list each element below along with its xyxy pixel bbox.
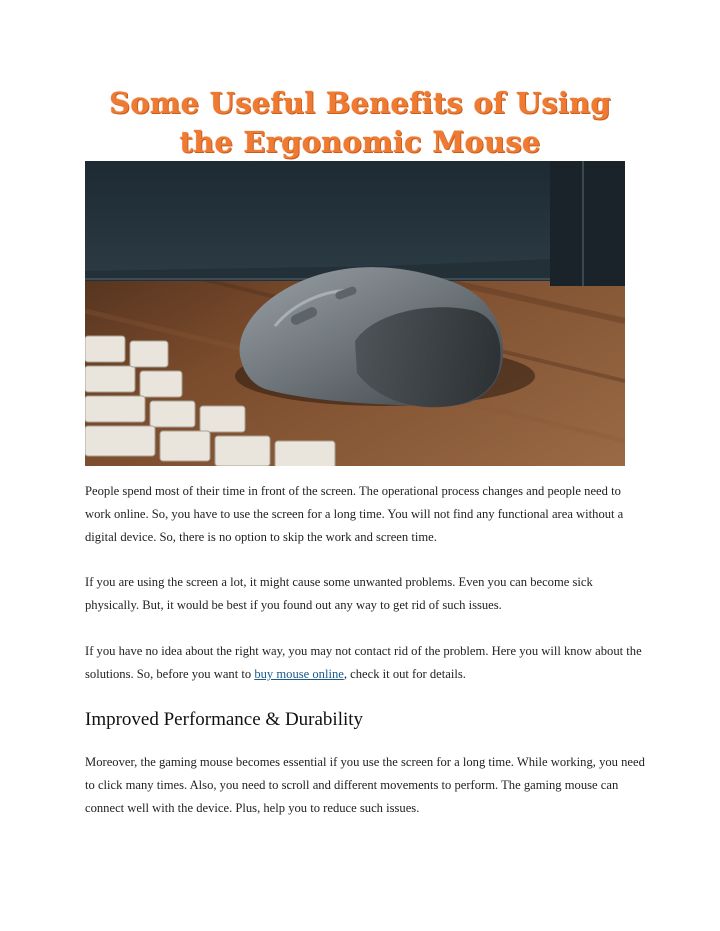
buy-mouse-online-link[interactable]: buy mouse online: [254, 667, 344, 681]
paragraph-solutions: [85, 640, 645, 686]
ergonomic-mouse-photo: [85, 161, 625, 466]
paragraph-performance: Moreover, the gaming mouse becomes essential if you use the screen for a long time. While working, you need to click many times. Also, you need to scroll and different movements to perform. The gaming mouse can connect well with the device. Plus, help you to reduce such issues.: [85, 755, 645, 815]
page-title: [0, 84, 720, 162]
section-heading: Improved Performance & Durability: [85, 709, 364, 730]
paragraph-solutions-text-start: If you have no idea about the right way, you may not contact rid of the problem. Here you will know about the solutions. So, before you want to: [85, 644, 642, 681]
paragraph-problems: If you are using the screen a lot, it might cause some unwanted problems. Even you can become sick physically. But, it would be best if you found out any way to get rid of such issues.: [85, 575, 593, 612]
page-title-line-2: the Ergonomic Mouse: [179, 125, 541, 159]
paragraph-solutions-text-end: , check it out for details.: [343, 667, 466, 681]
page-title-line-1: Some Useful Benefits of Using: [109, 86, 611, 120]
paragraph-intro: People spend most of their time in front of the screen. The operational process changes and people need to work online. So, you have to use the screen for a long time. You will not find any functional area without a digital device. So, there is no option to skip the work and screen time.: [85, 484, 624, 544]
